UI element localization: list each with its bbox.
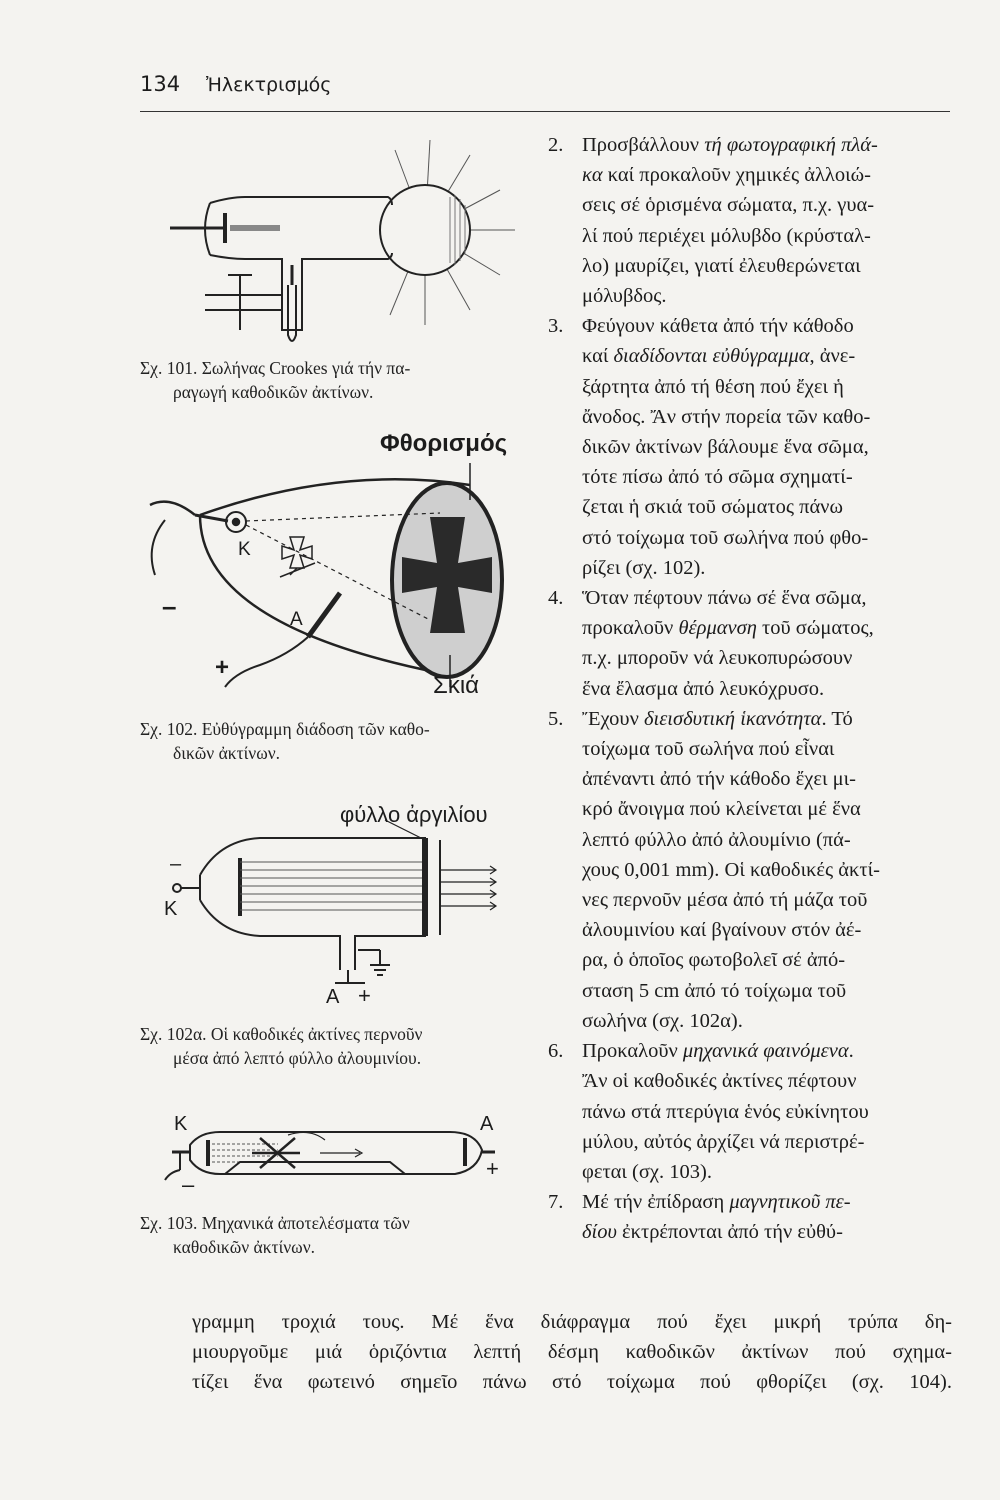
item-text: ἄνοδος. Ἄν στήν πορεία τῶν καθο- <box>582 405 871 428</box>
caption-line: μέσα ἀπό λεπτό φύλλο ἀλουμινίου. <box>173 1048 422 1068</box>
item-text: σωλήνα (σχ. 102α). <box>582 1009 743 1032</box>
item-text: τότε πίσω ἀπό τό σῶμα σχηματί- <box>582 466 853 489</box>
item-text: μόλυβδος. <box>582 285 667 308</box>
list-item <box>548 704 958 1036</box>
header-rule <box>140 111 950 112</box>
item-text: σεις σέ ὁρισμένα σώματα, π.χ. γυα- <box>582 194 875 217</box>
item-text: φεται (σχ. 103). <box>582 1160 712 1183</box>
item-text: πάνω στά πτερύγια ἑνός εὐκίνητου <box>582 1100 869 1123</box>
caption-line: καθοδικῶν ἀκτίνων. <box>173 1237 315 1257</box>
item-text: χους 0,001 mm). Οἱ καθοδικές ἀκτί- <box>582 858 880 881</box>
figure-101-caption <box>140 356 410 404</box>
item-text: νες περνοῦν μέσα ἀπό τή μάζα τοῦ <box>582 889 868 912</box>
item-text: ρίζει (σχ. 102). <box>582 556 706 579</box>
item-text: Φεύγουν κάθετα ἀπό τήν κάθοδο <box>582 315 854 338</box>
cathode-label: K <box>164 898 178 920</box>
emphasis-text: δίου <box>582 1221 617 1244</box>
caption-line: Σχ. 103. Μηχανικά ἀποτελέσματα τῶν <box>140 1213 410 1233</box>
anode-label: A <box>480 1113 494 1135</box>
figure-102-caption <box>140 717 430 765</box>
item-text: λί πού περιέχει μόλυβδο (κρύσταλ- <box>582 224 871 247</box>
caption-line: Σχ. 102α. Οἱ καθοδικές ἀκτίνες περνοῦν <box>140 1024 423 1044</box>
continuation-paragraph <box>192 1307 952 1398</box>
emphasis-text: διεισδυτική ἱκανότητα <box>643 707 822 730</box>
emphasis-text: θέρμανση <box>678 617 757 640</box>
properties-list <box>548 130 958 1248</box>
figure-102a-caption <box>140 1022 422 1070</box>
caption-line: ραγωγή καθοδικῶν ἀκτίνων. <box>173 382 374 402</box>
text-line: μιουργοῦμε μιά ὁριζόντια λεπτή δέσμη καθοδικῶν ἀκτίνων πού σχημα- <box>192 1341 952 1364</box>
caption-line: Σχ. 101. Σωλήνας Crookes γιά τήν πα- <box>140 358 411 378</box>
item-text: ξάρτητα ἀπό τή θέση πού ἔχει ἡ <box>582 375 844 398</box>
item-text: Μέ τήν ἐπίδραση <box>582 1191 730 1214</box>
item-text: Προκαλοῦν <box>582 1040 683 1063</box>
item-text: σταση 5 cm ἀπό τό τοίχωμα τοῦ <box>582 979 847 1002</box>
list-item-number: 6. <box>548 1040 564 1063</box>
list-item-number: 7. <box>548 1191 564 1214</box>
emphasis-text: μηχανικά φαινόμενα <box>682 1040 849 1063</box>
emphasis-text: μαγνητικοῦ πε- <box>729 1191 851 1214</box>
foil-tube-drawing <box>150 800 520 1015</box>
text-line: γραμμη τροχιά τους. Μέ ἕνα διάφραγμα πού ἔχει μικρή τρύπα δη- <box>192 1311 952 1333</box>
item-text: , ἀνε- <box>809 345 856 368</box>
crookes-tube-drawing <box>170 135 520 350</box>
anode-label: A <box>326 986 340 1008</box>
item-text: . Τό <box>821 707 853 730</box>
item-text: Ἔχουν <box>582 707 644 730</box>
anode-label: A <box>290 609 303 630</box>
item-text: ἀπέναντι ἀπό τήν κάθοδο ἔχει μι- <box>582 768 856 791</box>
item-text: προκαλοῦν <box>582 617 679 640</box>
shadow-label: Σκιά <box>433 672 480 699</box>
item-text: Προσβάλλουν <box>582 134 705 156</box>
item-text: Ἄν οἱ καθοδικές ἀκτίνες πέφτουν <box>582 1070 857 1093</box>
emphasis-text: κα <box>582 164 603 187</box>
item-text: μύλου, αὐτός ἀρχίζει νά περιστρέ- <box>582 1130 865 1153</box>
list-item-number: 4. <box>548 587 564 610</box>
item-text: καί προκαλοῦν χημικές ἀλλοιώ- <box>602 164 871 187</box>
plus-label: + <box>486 1156 499 1181</box>
list-item-number: 5. <box>548 707 564 730</box>
item-text: Ὅταν πέφτουν πάνω σέ ἕνα σῶμα, <box>582 587 867 610</box>
running-title: Ἠλεκτρισμός <box>206 74 332 96</box>
item-text: . <box>848 1040 854 1063</box>
list-item-number: 3. <box>548 315 564 338</box>
item-text: καί <box>582 345 614 368</box>
item-text: ἐκτρέπονται ἀπό τήν εὐθύ- <box>616 1221 843 1244</box>
emphasis-text: τή φωτογραφική πλά- <box>704 134 878 156</box>
plus-label: + <box>215 654 230 681</box>
list-item <box>548 311 958 583</box>
minus-label: – <box>182 1172 195 1197</box>
item-text: στό τοίχωμα τοῦ σωλήνα πού φθο- <box>582 526 869 549</box>
paddle-wheel-drawing <box>160 1110 510 1200</box>
item-text: λο) μαυρίζει, γιατί ἐλευθερώνεται <box>582 254 861 277</box>
list-item <box>548 130 958 311</box>
item-text: ἀλουμινίου καί βγαίνουν στόν ἀέ- <box>582 919 862 942</box>
item-text: τοῦ σώματος, <box>756 617 874 640</box>
text-line: τίζει ἕνα φωτεινό σημεῖο πάνω στό τοίχωμα πού φθορίζει (σχ. 104). <box>192 1371 952 1394</box>
figure-103-paddle-wheel-tube <box>160 1110 510 1200</box>
item-text: ἕνα ἔλασμα ἀπό λευκόχρυσο. <box>582 677 825 700</box>
item-text: λεπτό φύλλο ἀπό ἀλουμίνιο (πά- <box>582 828 851 851</box>
figure-101-crookes-tube <box>170 135 520 350</box>
item-text: π.χ. μποροῦν νά λευκοπυρώσουν <box>582 647 853 670</box>
figure-102a-foil-tube <box>150 800 520 1015</box>
item-text: ρα, ὁ ὁποῖος φωτοβολεῖ σέ ἀπό- <box>582 949 846 972</box>
plus-label: + <box>358 983 371 1008</box>
caption-line: δικῶν ἀκτίνων. <box>173 743 281 763</box>
figure-102-shadow-tube <box>140 425 520 710</box>
list-item-number: 2. <box>548 134 564 156</box>
page-number: 134 <box>140 72 181 96</box>
item-text: τοίχωμα τοῦ σωλήνα πού εἶναι <box>582 738 835 761</box>
minus-label: – <box>170 853 182 875</box>
fluorescence-label: Φθορισμός <box>380 430 508 457</box>
item-text: κρό ἄνοιγμα πού κλείνεται μέ ἕνα <box>582 798 861 821</box>
caption-line: Σχ. 102. Εὐθύγραμμη διάδοση τῶν καθο- <box>140 719 430 739</box>
list-item <box>548 1187 958 1247</box>
emphasis-text: διαδίδονται εὐθύγραμμα <box>613 345 810 368</box>
minus-label: – <box>162 591 177 621</box>
list-item <box>548 1036 958 1187</box>
item-text: ζεται ἡ σκιά τοῦ σώματος πάνω <box>582 496 843 519</box>
foil-label: φύλλο ἀργιλίου <box>340 802 488 827</box>
list-item <box>548 583 958 704</box>
item-text: δικῶν ἀκτίνων βάλουμε ἕνα σῶμα, <box>582 436 869 459</box>
figure-103-caption <box>140 1211 410 1259</box>
cathode-label: K <box>238 539 251 560</box>
shadow-tube-drawing <box>140 425 520 710</box>
cathode-label: K <box>174 1113 188 1135</box>
